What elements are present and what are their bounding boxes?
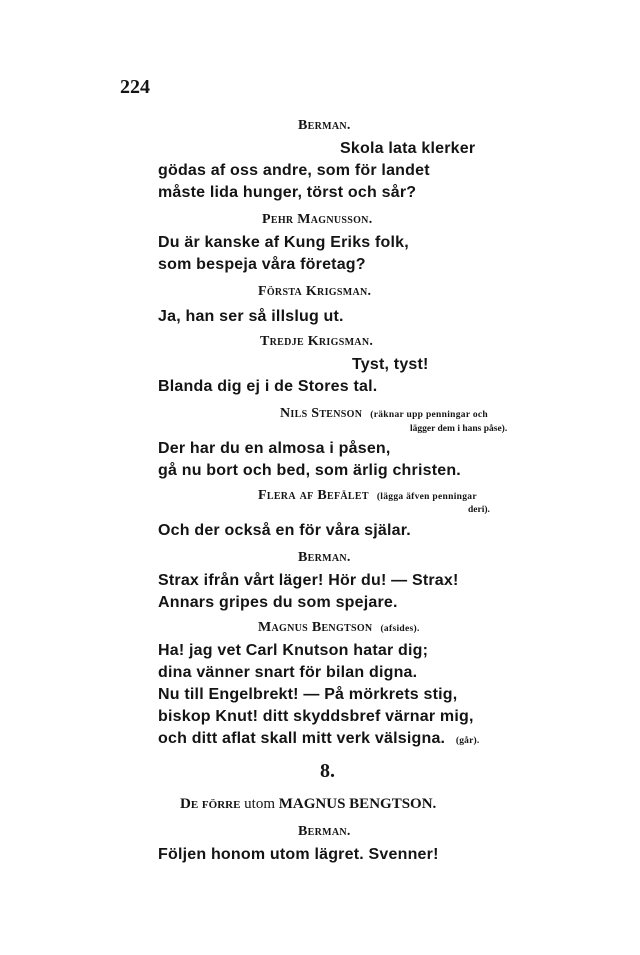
speaker-label: Magnus Bengtson (afsides). (258, 620, 420, 635)
exit-direction: (går). (455, 736, 480, 746)
verse-line: Du är kanske af Kung Eriks folk, (158, 234, 409, 251)
stage-direction-cont: deri). (468, 505, 490, 515)
verse-line: Ha! jag vet Carl Knutson hatar dig; (158, 642, 429, 659)
verse-line: Skola lata klerker (340, 140, 476, 157)
verse-line: biskop Knut! ditt skyddsbref värnar mig, (158, 708, 474, 725)
verse-line: gödas af oss andre, som för landet (158, 162, 430, 179)
verse-line: måste lida hunger, törst och sår? (158, 184, 417, 201)
verse-line: Nu till Engelbrekt! — På mörkrets stig, (158, 686, 458, 703)
verse-line: och ditt aflat skall mitt verk välsigna. (går). (158, 730, 480, 747)
speaker-label: Tredje Krigsman. (260, 334, 374, 349)
speaker-label: Nils Stenson (räknar upp penningar och (280, 406, 489, 421)
verse-line: Ja, han ser så illslug ut. (158, 308, 344, 325)
verse-line: Annars gripes du som spejare. (158, 594, 398, 611)
scene-number: 8. (320, 760, 335, 782)
speaker-label: Berman. (298, 118, 351, 133)
stage-direction-cont: lägger dem i hans påse). (410, 424, 508, 434)
speaker-label: Pehr Magnusson. (262, 212, 373, 227)
speaker-label: Berman. (298, 824, 351, 839)
verse-line: Och der också en för våra själar. (158, 522, 411, 539)
verse-line: Strax ifrån vårt läger! Hör du! — Strax! (158, 572, 459, 589)
speaker-label: Första Krigsman. (258, 284, 372, 299)
verse-line: dina vänner snart för bilan digna. (158, 664, 418, 681)
verse-line: Tyst, tyst! (352, 356, 429, 373)
verse-line: gå nu bort och bed, som ärlig christen. (158, 462, 461, 479)
stage-direction: (lägga äfven penningar (376, 492, 477, 502)
verse-line: Följen honom utom lägret. Svenner! (158, 846, 439, 863)
stage-direction: (afsides). (380, 624, 420, 634)
stage-direction: (räknar upp penningar och (370, 410, 489, 420)
verse-line: Der har du en almosa i påsen, (158, 440, 391, 457)
speaker-label: Flera af Befälet (lägga äfven penningar (258, 488, 477, 503)
page-number: 224 (120, 76, 150, 98)
verse-line: som bespeja våra företag? (158, 256, 366, 273)
verse-line: Blanda dig ej i de Stores tal. (158, 378, 378, 395)
scene-heading: De förre utom MAGNUS BENGTSON. (180, 796, 437, 812)
speaker-label: Berman. (298, 550, 351, 565)
